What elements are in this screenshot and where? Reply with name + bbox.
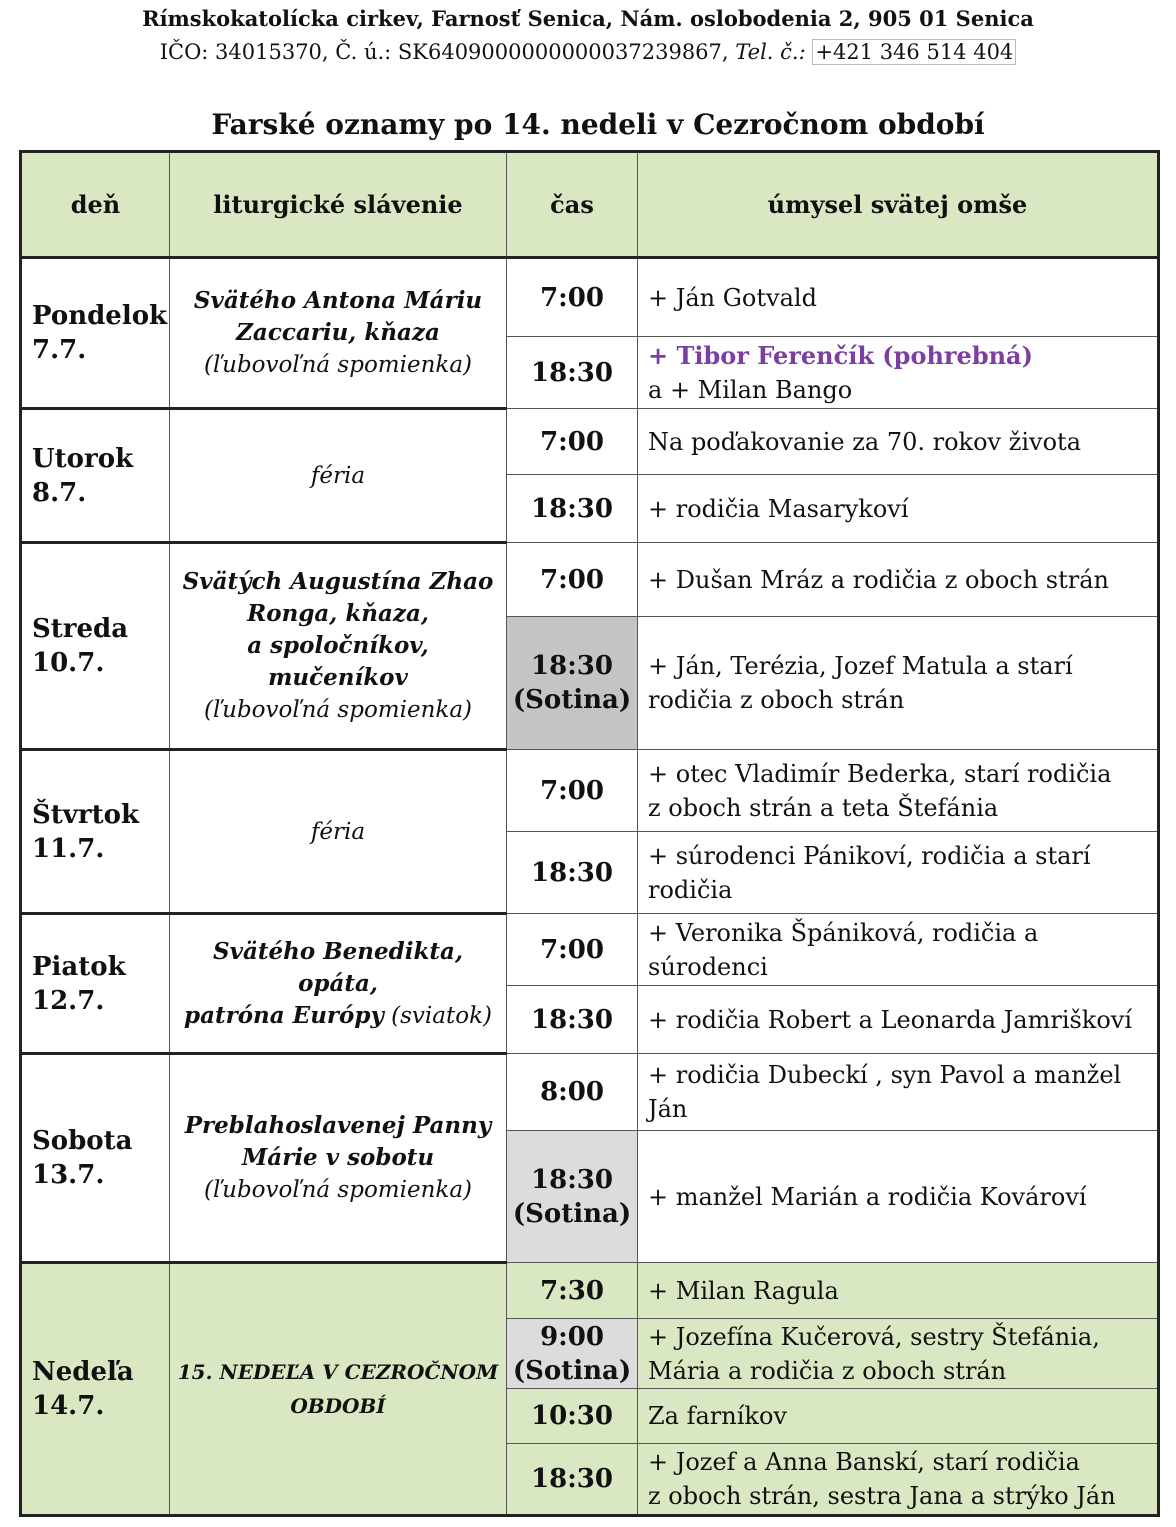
page-title: Farské oznamy po 14. nedeli v Cezročnom období bbox=[211, 108, 985, 141]
mass-time: 7:00 bbox=[507, 258, 638, 337]
table-row bbox=[21, 409, 1159, 475]
registration-info: IČO: 34015370, Č. ú.: SK6409000000000037239867, bbox=[159, 40, 736, 64]
mass-intention: + Ján, Terézia, Jozef Matula a starí rodičia z oboch strán bbox=[638, 617, 1159, 750]
mass-intention: + rodičia Robert a Leonarda Jamriškoví bbox=[638, 986, 1159, 1054]
mass-intention: + Ján Gotvald bbox=[638, 258, 1159, 337]
mass-time: 7:00 bbox=[507, 750, 638, 832]
mass-time: 18:30 bbox=[507, 986, 638, 1054]
day-cell: Pondelok 7.7. bbox=[21, 258, 170, 409]
mass-intention: + Tibor Ferenčík (pohrebná) a + Milan Bango bbox=[638, 337, 1159, 409]
table-row bbox=[21, 543, 1159, 617]
mass-time: 7:30 bbox=[507, 1263, 638, 1319]
funeral-highlight: + Tibor Ferenčík (pohrebná) bbox=[648, 340, 1033, 370]
day-cell: Sobota 13.7. bbox=[21, 1054, 170, 1263]
announcements-table bbox=[19, 150, 1160, 1517]
mass-intention: + súrodenci Pánikoví, rodičia a starí rodičia bbox=[638, 832, 1159, 914]
parish-contact bbox=[0, 40, 1176, 64]
liturgy-cell: Preblahoslavenej Panny Márie v sobotu (ľubovoľná spomienka) bbox=[170, 1054, 507, 1263]
mass-time: 18:30 (Sotina) bbox=[507, 617, 638, 750]
parish-header: Rímskokatolícka cirkev, Farnosť Senica, Nám. oslobodenia 2, 905 01 Senica bbox=[142, 6, 1034, 31]
mass-intention: Za farníkov bbox=[638, 1389, 1159, 1444]
mass-time: 8:00 bbox=[507, 1054, 638, 1131]
liturgy-cell: Svätých Augustína Zhao Ronga, kňaza, a spoločníkov, mučeníkov (ľubovoľná spomienka) bbox=[170, 543, 507, 750]
mass-intention: + Jozefína Kučerová, sestry Štefánia, Mária a rodičia z oboch strán bbox=[638, 1319, 1159, 1389]
day-cell: Nedeľa 14.7. bbox=[21, 1263, 170, 1516]
day-cell: Streda 10.7. bbox=[21, 543, 170, 750]
mass-time: 9:00 (Sotina) bbox=[507, 1319, 638, 1389]
table-header-row bbox=[21, 152, 1159, 258]
col-header-day: deň bbox=[21, 152, 170, 258]
mass-time: 18:30 (Sotina) bbox=[507, 1131, 638, 1263]
mass-time: 7:00 bbox=[507, 409, 638, 475]
liturgy-cell: 15. NEDEĽA V CEZROČNOM OBDOBÍ bbox=[170, 1263, 507, 1516]
mass-time: 18:30 bbox=[507, 832, 638, 914]
liturgy-cell: féria bbox=[170, 750, 507, 914]
tel-label: Tel. č.: bbox=[735, 40, 806, 64]
day-cell: Utorok 8.7. bbox=[21, 409, 170, 543]
table-row bbox=[21, 1054, 1159, 1131]
day-cell: Štvrtok 11.7. bbox=[21, 750, 170, 914]
mass-intention: + manžel Marián a rodičia Kovároví bbox=[638, 1131, 1159, 1263]
mass-time: 18:30 bbox=[507, 475, 638, 543]
day-cell: Piatok 12.7. bbox=[21, 914, 170, 1054]
mass-time: 7:00 bbox=[507, 543, 638, 617]
mass-intention: + Dušan Mráz a rodičia z oboch strán bbox=[638, 543, 1159, 617]
mass-time: 18:30 bbox=[507, 1444, 638, 1516]
mass-intention: + otec Vladimír Bederka, starí rodičia z oboch strán a teta Štefánia bbox=[638, 750, 1159, 832]
mass-time: 18:30 bbox=[507, 337, 638, 409]
table-row bbox=[21, 1263, 1159, 1319]
col-header-time: čas bbox=[507, 152, 638, 258]
table-row bbox=[21, 914, 1159, 986]
mass-intention: + Veronika Špániková, rodičia a súrodenci bbox=[638, 914, 1159, 986]
mass-intention: + rodičia Dubeckí , syn Pavol a manžel Ján bbox=[638, 1054, 1159, 1131]
mass-time: 7:00 bbox=[507, 914, 638, 986]
liturgy-cell: Svätého Antona Máriu Zaccariu, kňaza (ľubovoľná spomienka) bbox=[170, 258, 507, 409]
mass-time: 10:30 bbox=[507, 1389, 638, 1444]
col-header-liturgy: liturgické slávenie bbox=[170, 152, 507, 258]
table-row bbox=[21, 258, 1159, 337]
mass-intention: + Jozef a Anna Banskí, starí rodičia z oboch strán, sestra Jana a strýko Ján bbox=[638, 1444, 1159, 1516]
liturgy-cell: féria bbox=[170, 409, 507, 543]
liturgy-cell: Svätého Benedikta, opáta, patróna Európy (sviatok) bbox=[170, 914, 507, 1054]
col-header-intention: úmysel svätej omše bbox=[638, 152, 1159, 258]
table-row bbox=[21, 750, 1159, 832]
tel-value: +421 346 514 404 bbox=[812, 39, 1016, 65]
mass-intention: Na poďakovanie za 70. rokov života bbox=[638, 409, 1159, 475]
mass-intention: + rodičia Masarykoví bbox=[638, 475, 1159, 543]
mass-intention: + Milan Ragula bbox=[638, 1263, 1159, 1319]
